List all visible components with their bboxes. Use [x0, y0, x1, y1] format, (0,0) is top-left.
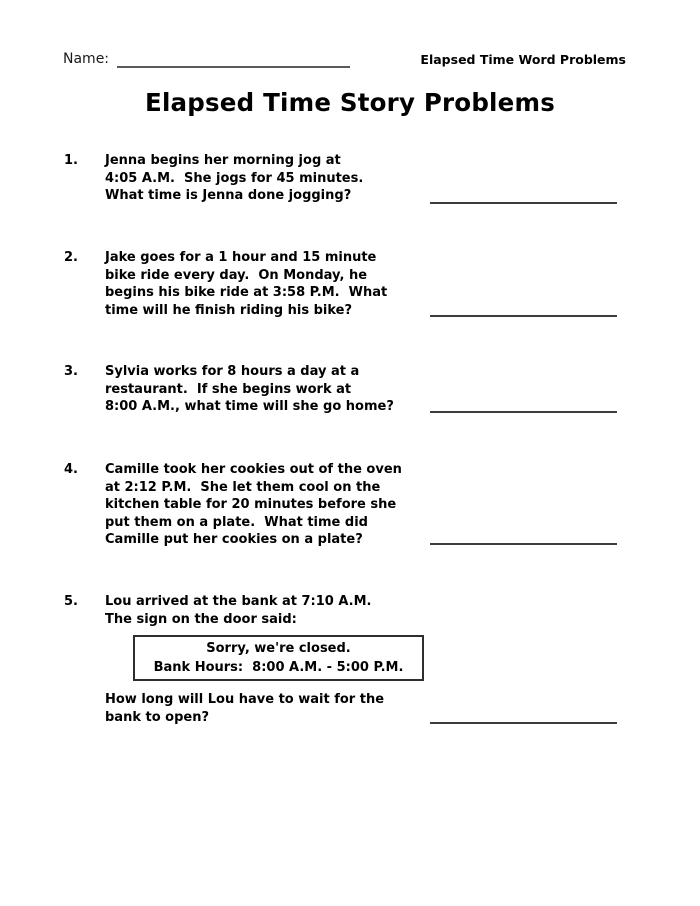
problem-3-line-1: Sylvia works for 8 hours a day at a: [105, 364, 360, 379]
problem-1-line-2: 4:05 A.M. She jogs for 45 minutes.: [105, 170, 364, 186]
problem-5-question-line-2: bank to open?: [105, 709, 210, 725]
worksheet-header-label: Elapsed Time Word Problems: [420, 52, 626, 67]
bank-sign-line-1: Sorry, we're closed.: [206, 641, 351, 656]
name-blank-line[interactable]: [117, 66, 350, 68]
problem-2-number: 2.: [64, 250, 78, 265]
page-title: Elapsed Time Story Problems: [145, 88, 555, 117]
answer-line-5[interactable]: [430, 722, 617, 724]
problem-2-text: [105, 249, 445, 319]
answer-line-4[interactable]: [430, 543, 617, 545]
problem-1-text: [105, 152, 445, 205]
problem-4-number: 4.: [64, 462, 78, 477]
problem-2-line-4: time will he finish riding his bike?: [105, 302, 353, 318]
problem-3-text: [105, 363, 445, 416]
answer-line-3[interactable]: [430, 411, 617, 413]
problem-4-text: [105, 461, 445, 549]
problem-1-number: 1.: [64, 153, 78, 168]
problem-3-number: 3.: [64, 364, 78, 379]
problem-1-line-1: Jenna begins her morning jog at: [105, 153, 341, 168]
problem-5-line-2: The sign on the door said:: [105, 611, 297, 627]
problem-5-question-text: [105, 691, 445, 726]
problem-5-line-1: Lou arrived at the bank at 7:10 A.M.: [105, 594, 372, 609]
problem-4-line-2: at 2:12 P.M. She let them cool on the: [105, 479, 381, 495]
problem-4-line-5: Camille put her cookies on a plate?: [105, 532, 363, 547]
bank-sign-line-2: Bank Hours: 8:00 A.M. - 5:00 P.M.: [153, 660, 404, 675]
name-label: Name:: [63, 51, 110, 67]
problem-4-line-4: put them on a plate. What time did: [105, 514, 368, 530]
answer-line-2[interactable]: [430, 315, 617, 317]
problem-5-question-line-1: How long will Lou have to wait for the: [105, 692, 385, 707]
problem-2-line-1: Jake goes for a 1 hour and 15 minute: [105, 250, 377, 265]
problem-4-line-1: Camille took her cookies out of the oven: [105, 462, 402, 477]
problem-3-line-2: restaurant. If she begins work at: [105, 381, 352, 397]
problem-5-number: 5.: [64, 594, 78, 609]
answer-line-1[interactable]: [430, 202, 617, 204]
problem-2-line-3: begins his bike ride at 3:58 P.M. What: [105, 285, 388, 300]
bank-sign-box: [133, 635, 424, 681]
problem-3-line-3: 8:00 A.M., what time will she go home?: [105, 399, 394, 414]
problem-2-line-2: bike ride every day. On Monday, he: [105, 267, 368, 283]
problem-4-line-3: kitchen table for 20 minutes before she: [105, 497, 397, 512]
problem-1-line-3: What time is Jenna done jogging?: [105, 188, 352, 203]
problem-5-text: [105, 593, 445, 628]
